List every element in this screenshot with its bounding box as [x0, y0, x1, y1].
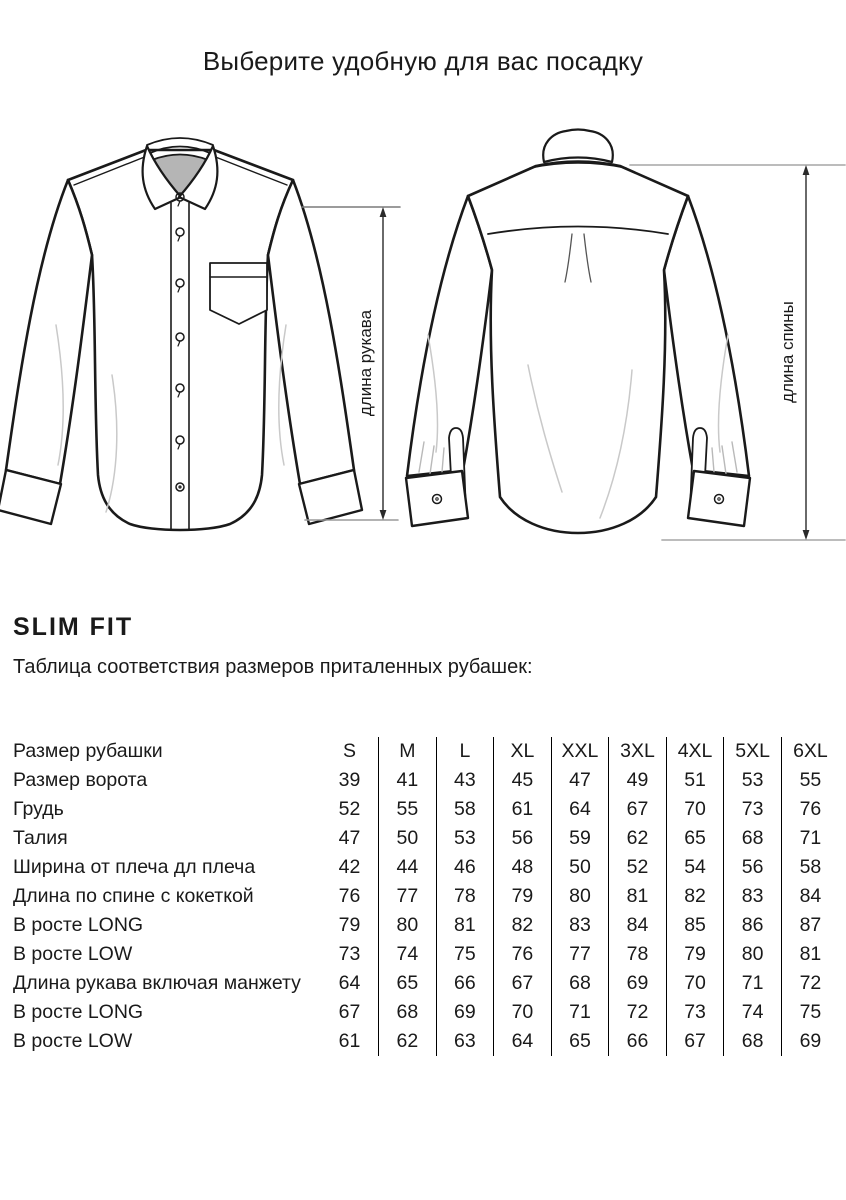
row-label: Длина рукава включая манжету: [13, 972, 301, 994]
row-label: В росте LOW: [13, 1030, 133, 1052]
size-value-cell: 55: [781, 766, 839, 795]
size-column-header: M: [379, 737, 437, 766]
size-value-cell: 68: [724, 1027, 782, 1056]
size-value-cell: 72: [609, 998, 667, 1027]
size-value-cell: 47: [551, 766, 609, 795]
chest-pocket: [210, 263, 267, 324]
size-value-cell: 58: [781, 853, 839, 882]
fit-heading: SLIM FIT: [13, 613, 134, 641]
size-value-cell: 76: [338, 885, 361, 907]
size-value-cell: 71: [551, 998, 609, 1027]
sleeve-length-label: длина рукава: [356, 309, 375, 417]
size-column-header: 4XL: [666, 737, 724, 766]
size-value-cell: 51: [666, 766, 724, 795]
size-value-cell: 45: [494, 766, 552, 795]
size-value-cell: 64: [338, 972, 361, 994]
size-value-cell: 81: [609, 882, 667, 911]
size-value-cell: 67: [494, 969, 552, 998]
size-value-cell: 67: [666, 1027, 724, 1056]
size-value-cell: 79: [338, 914, 361, 936]
size-value-cell: 82: [666, 882, 724, 911]
row-label: Грудь: [13, 798, 64, 820]
size-value-cell: 50: [379, 824, 437, 853]
table-row: [13, 824, 839, 853]
size-value-cell: 86: [724, 911, 782, 940]
size-value-cell: 42: [338, 856, 361, 878]
table-row: [13, 795, 839, 824]
size-value-cell: 71: [724, 969, 782, 998]
size-value-cell: 65: [666, 824, 724, 853]
size-value-cell: 73: [338, 943, 361, 965]
table-row: [13, 998, 839, 1027]
row-label: Талия: [13, 827, 68, 849]
size-value-cell: 70: [494, 998, 552, 1027]
row-label: В росте LONG: [13, 914, 144, 936]
size-value-cell: 53: [724, 766, 782, 795]
size-value-cell: 64: [494, 1027, 552, 1056]
size-table-body: [13, 766, 839, 1056]
size-value-cell: 50: [551, 853, 609, 882]
size-value-cell: 74: [724, 998, 782, 1027]
size-value-cell: 75: [436, 940, 494, 969]
size-table-header-row: [13, 737, 839, 766]
size-value-cell: 56: [494, 824, 552, 853]
size-value-cell: 80: [551, 882, 609, 911]
table-row: [13, 969, 839, 998]
size-column-header: 3XL: [609, 737, 667, 766]
size-value-cell: 66: [609, 1027, 667, 1056]
size-value-cell: 39: [338, 769, 361, 791]
table-subtitle: Таблица соответствия размеров приталенных рубашек:: [13, 656, 533, 678]
page-title: Выберите удобную для вас посадку: [202, 46, 644, 76]
size-value-cell: 69: [781, 1027, 839, 1056]
size-value-cell: 64: [551, 795, 609, 824]
size-value-cell: 70: [666, 795, 724, 824]
size-value-cell: 46: [436, 853, 494, 882]
size-value-cell: 78: [436, 882, 494, 911]
size-value-cell: 65: [551, 1027, 609, 1056]
row-label: В росте LOW: [13, 943, 133, 965]
size-value-cell: 66: [436, 969, 494, 998]
row-label: Размер ворота: [13, 769, 148, 791]
size-value-cell: 75: [781, 998, 839, 1027]
size-value-cell: 62: [379, 1027, 437, 1056]
size-value-cell: 76: [494, 940, 552, 969]
size-value-cell: 44: [379, 853, 437, 882]
size-column-header: L: [436, 737, 494, 766]
size-value-cell: 79: [494, 882, 552, 911]
size-value-cell: 55: [379, 795, 437, 824]
size-value-cell: 68: [551, 969, 609, 998]
size-value-cell: 73: [666, 998, 724, 1027]
size-value-cell: 68: [724, 824, 782, 853]
size-column-header: XL: [494, 737, 552, 766]
size-value-cell: 83: [551, 911, 609, 940]
size-value-cell: 80: [379, 911, 437, 940]
table-row: [13, 882, 839, 911]
size-value-cell: 85: [666, 911, 724, 940]
shirt-fit-diagram: [0, 120, 846, 590]
size-table-header-label: Размер рубашки: [13, 740, 163, 762]
size-value-cell: 53: [436, 824, 494, 853]
shirt-front-drawing: [0, 138, 362, 530]
table-row: [13, 766, 839, 795]
size-column-header: XXL: [551, 737, 609, 766]
size-value-cell: 61: [338, 1030, 361, 1052]
size-value-cell: 52: [338, 798, 361, 820]
size-value-cell: 78: [609, 940, 667, 969]
size-value-cell: 84: [609, 911, 667, 940]
size-value-cell: 77: [379, 882, 437, 911]
table-row: [13, 911, 839, 940]
size-value-cell: 84: [781, 882, 839, 911]
size-value-cell: 76: [781, 795, 839, 824]
size-value-cell: 74: [379, 940, 437, 969]
size-value-cell: 61: [494, 795, 552, 824]
size-value-cell: 83: [724, 882, 782, 911]
size-value-cell: 59: [551, 824, 609, 853]
size-table: [13, 737, 839, 1056]
table-row: [13, 940, 839, 969]
size-value-cell: 69: [609, 969, 667, 998]
size-value-cell: 77: [551, 940, 609, 969]
size-value-cell: 58: [436, 795, 494, 824]
size-value-cell: 65: [379, 969, 437, 998]
size-value-cell: 54: [666, 853, 724, 882]
size-value-cell: 87: [781, 911, 839, 940]
size-value-cell: 41: [379, 766, 437, 795]
row-label: В росте LONG: [13, 1001, 144, 1023]
size-value-cell: 81: [436, 911, 494, 940]
size-column-header: 6XL: [781, 737, 839, 766]
size-value-cell: 62: [609, 824, 667, 853]
size-value-cell: 73: [724, 795, 782, 824]
back-length-label: длина спины: [778, 301, 797, 403]
size-value-cell: 56: [724, 853, 782, 882]
size-value-cell: 82: [494, 911, 552, 940]
size-value-cell: 67: [338, 1001, 361, 1023]
size-value-cell: 80: [724, 940, 782, 969]
size-column-header: S: [343, 740, 357, 762]
size-value-cell: 69: [436, 998, 494, 1027]
size-value-cell: 43: [436, 766, 494, 795]
size-column-header: 5XL: [724, 737, 782, 766]
size-value-cell: 72: [781, 969, 839, 998]
row-label: Ширина от плеча дл плеча: [13, 856, 256, 878]
size-value-cell: 52: [609, 853, 667, 882]
shirt-back-drawing: [406, 130, 750, 534]
size-value-cell: 48: [494, 853, 552, 882]
table-row: [13, 853, 839, 882]
size-value-cell: 49: [609, 766, 667, 795]
size-value-cell: 47: [338, 827, 361, 849]
size-value-cell: 81: [781, 940, 839, 969]
row-label: Длина по спине с кокеткой: [13, 885, 254, 907]
size-value-cell: 70: [666, 969, 724, 998]
size-value-cell: 63: [436, 1027, 494, 1056]
size-value-cell: 68: [379, 998, 437, 1027]
table-row: [13, 1027, 839, 1056]
size-value-cell: 67: [609, 795, 667, 824]
size-value-cell: 71: [781, 824, 839, 853]
size-value-cell: 79: [666, 940, 724, 969]
